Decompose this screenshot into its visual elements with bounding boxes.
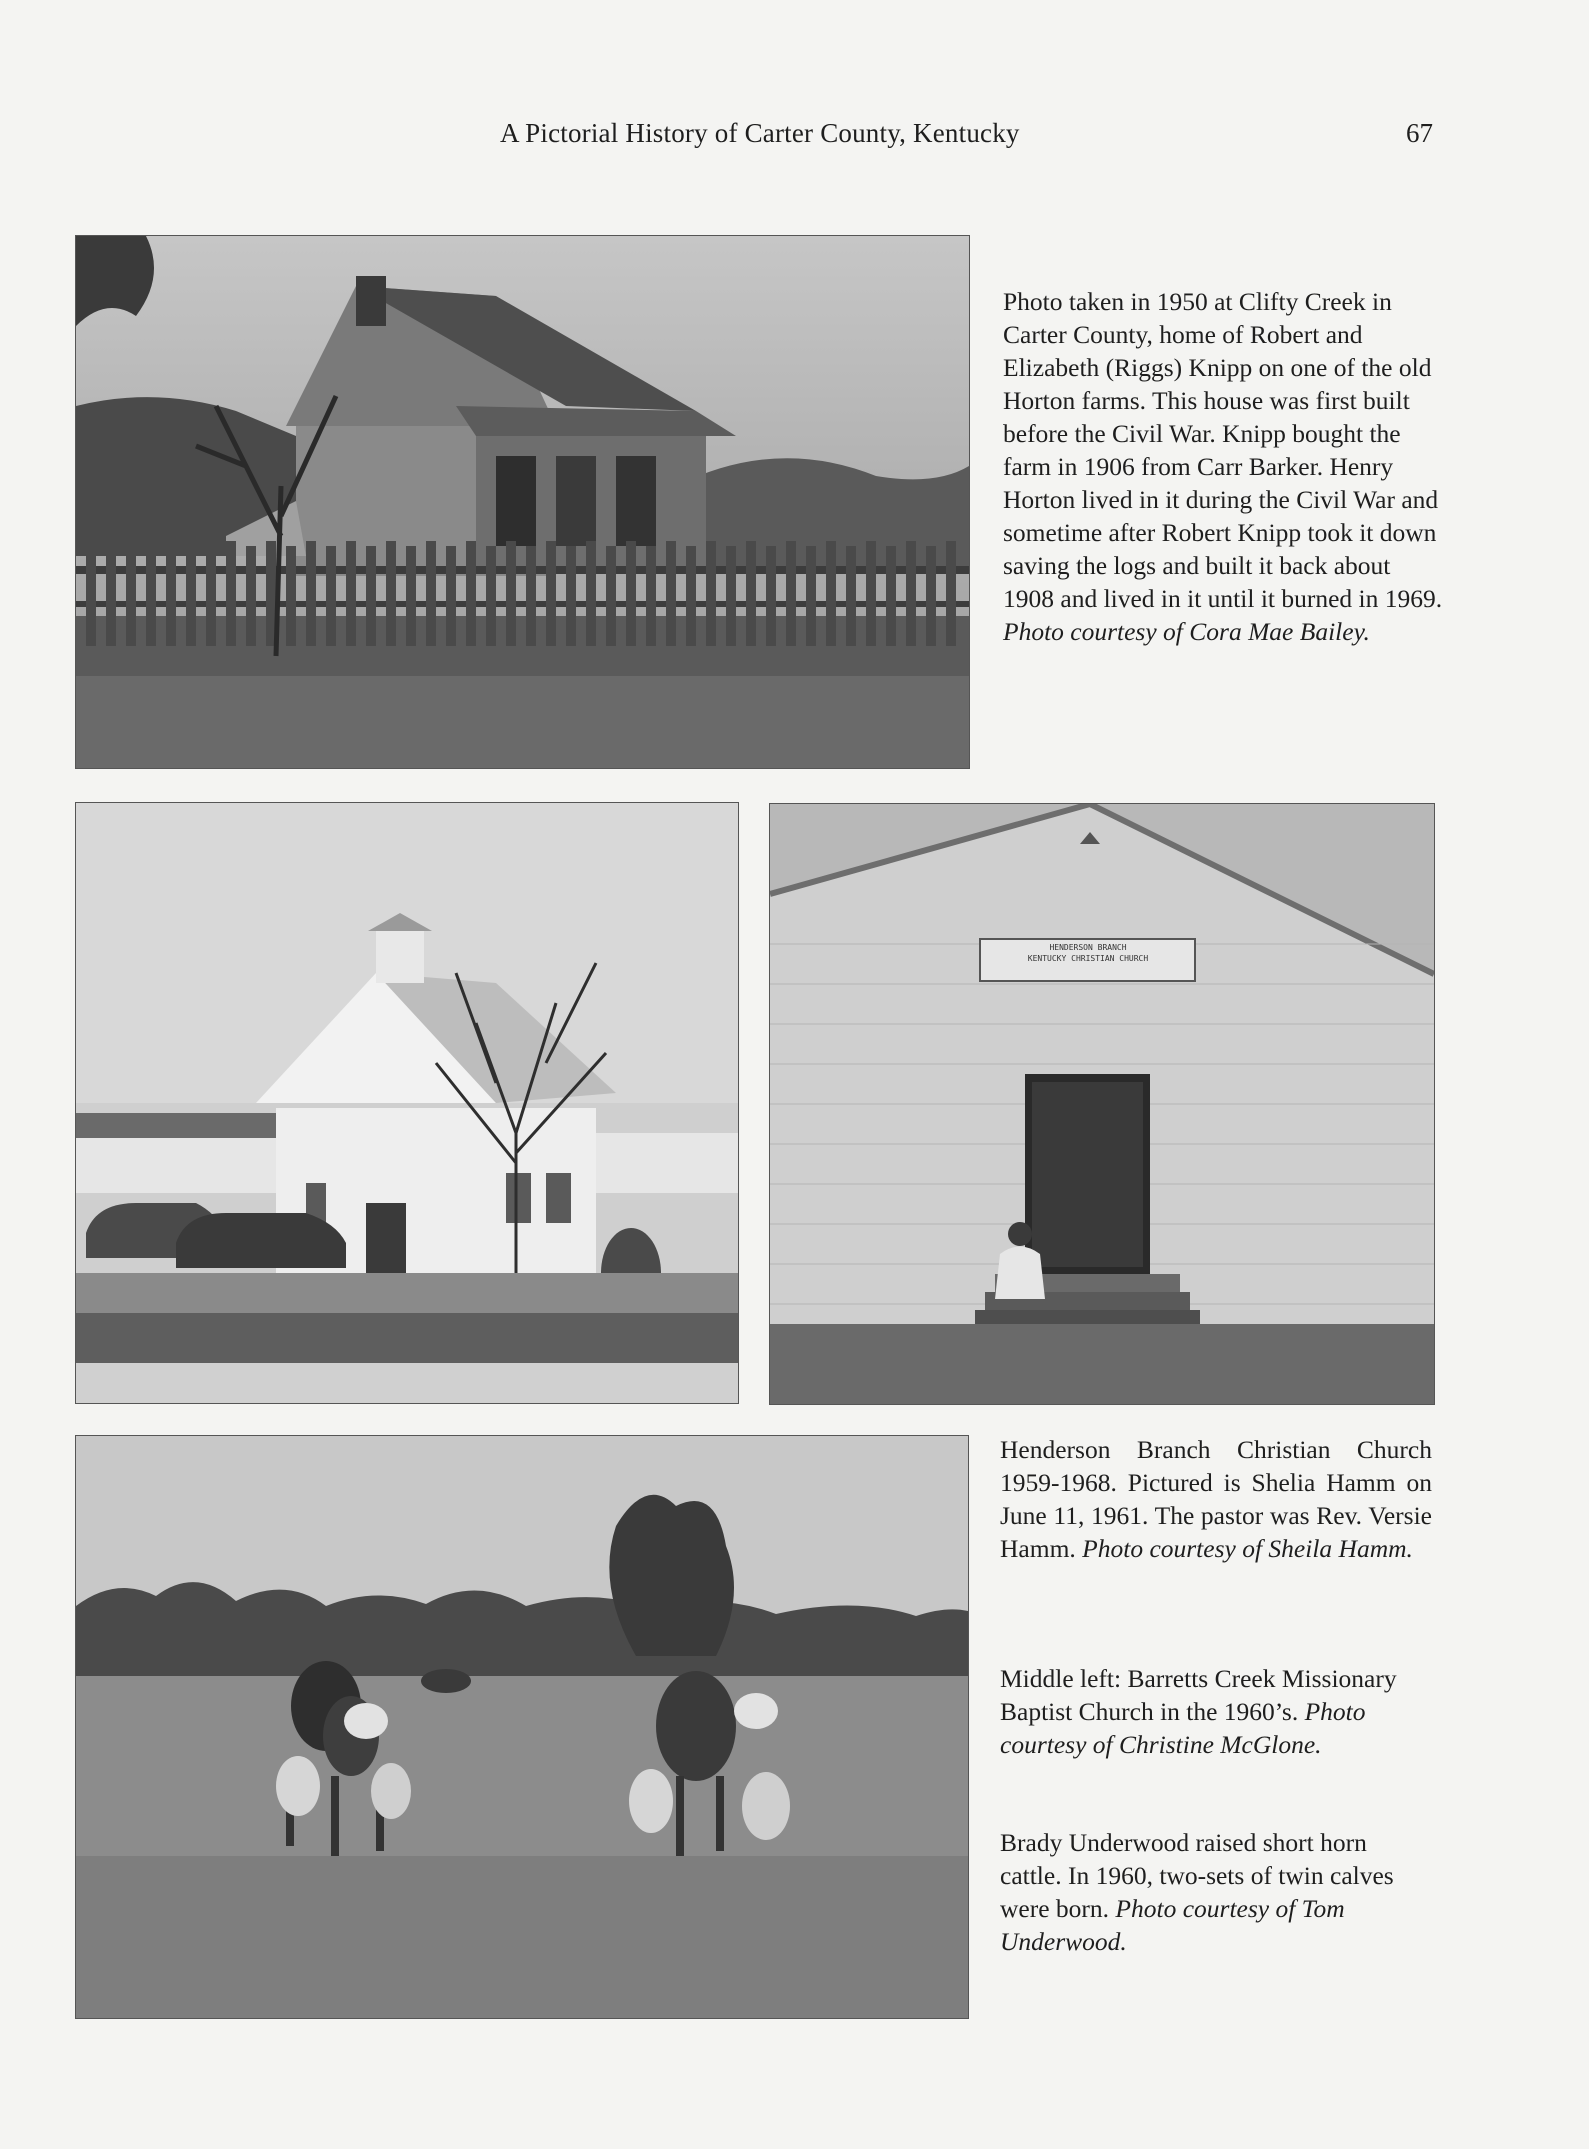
photo-henderson-branch-church	[769, 803, 1435, 1405]
church-sign	[983, 942, 1193, 964]
caption-log-cabin-text: Photo taken in 1950 at Clifty Creek in Carter County, home of Robert and Elizabeth (Riggs) Knipp on one of the old Horton farms. This house was first built before the Civil War. Knipp bought the farm in 1906 from Carr Barker. Henry Horton lived in it during the Civil War and sometime after Robert Knipp took it down saving the logs and built it back about 1908 and lived in it until it burned in 1969.	[1003, 287, 1443, 613]
church-sign-line-2: KENTUCKY CHRISTIAN CHURCH	[1027, 954, 1149, 963]
caption-log-cabin	[1003, 285, 1443, 648]
caption-cattle	[1000, 1826, 1432, 1958]
photo-log-cabin	[75, 235, 970, 769]
caption-barretts-creek-credit: Photo courtesy of Christine McGlone.	[1000, 1697, 1366, 1759]
caption-cattle-text: Brady Underwood raised short horn cattle. In 1960, two-sets of twin calves were born.	[1000, 1828, 1394, 1923]
caption-barretts-creek	[1000, 1662, 1432, 1761]
photo-barretts-creek-church	[75, 802, 739, 1404]
caption-log-cabin-credit: Photo courtesy of Cora Mae Bailey.	[1003, 617, 1370, 646]
caption-henderson-branch	[1000, 1433, 1432, 1565]
caption-henderson-branch-text: Henderson Branch Christian Church 1959-1968. Pictured is Shelia Hamm on June 11, 1961. The pastor was Rev. Versie Hamm.	[1000, 1435, 1432, 1563]
caption-barretts-creek-text: Middle left: Barretts Creek Missionary Baptist Church in the 1960’s.	[1000, 1664, 1397, 1726]
caption-henderson-branch-credit: Photo courtesy of Sheila Hamm.	[1082, 1534, 1413, 1563]
church-sign-line-1: HENDERSON BRANCH	[1049, 943, 1127, 952]
running-header: A Pictorial History of Carter County, Kentucky	[500, 118, 1020, 148]
photo-cattle	[75, 1435, 969, 2019]
caption-cattle-credit: Photo courtesy of Tom Underwood.	[1000, 1894, 1345, 1956]
page-number: 67	[1406, 118, 1433, 148]
